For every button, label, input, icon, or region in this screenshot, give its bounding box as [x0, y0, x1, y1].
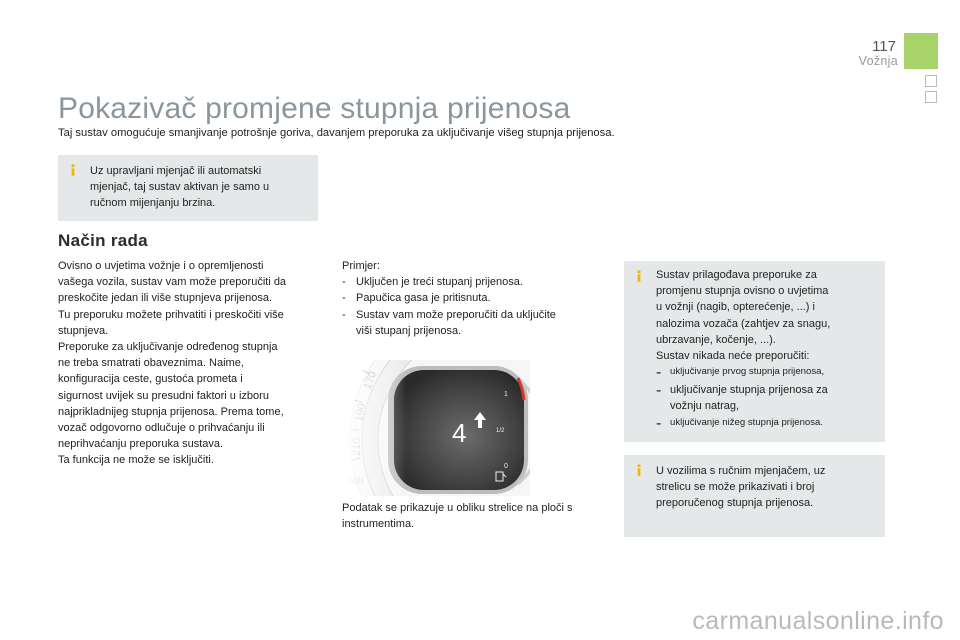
- body-line: vozač odgovorno odlučuje o prihvaćanju ili: [58, 422, 265, 435]
- bullet-item: [342, 307, 604, 339]
- bullet-text: uključivanje prvog stupnja prijenosa,: [670, 366, 825, 378]
- info-line: mjenjač, taj sustav aktivan je samo u: [90, 181, 270, 194]
- body-column-2: [342, 258, 604, 339]
- bullet-dash: -: [342, 292, 346, 305]
- body-line: Ta funkcija ne može se isključiti.: [58, 454, 214, 467]
- body-line: sigurnost uvijek su presudni faktori u izboru: [58, 389, 269, 402]
- body-line: konfiguracija ceste, gustoća prometa i: [58, 373, 243, 386]
- info-box-manual-gearbox: [624, 455, 885, 537]
- caption-line: instrumentima.: [342, 518, 415, 531]
- section-tab-box: [925, 75, 937, 87]
- bullet-text: Papučica gasa je pritisnuta.: [356, 292, 491, 305]
- body-line: preskočite jedan ili više stupnjeva prijenosa.: [58, 292, 273, 305]
- bullet-dash: -: [656, 382, 662, 400]
- intro-text: Taj sustav omogućuje smanjivanje potrošnje goriva, davanjem preporuka za uključivanje višeg stupnja prijenosa.: [58, 127, 615, 139]
- bullet-dash: -: [656, 414, 662, 432]
- info-line: Sustav prilagođava preporuke za: [656, 269, 817, 281]
- bullet-item: [342, 274, 604, 290]
- info-line: ubrzavanje, kočenje, ...).: [656, 333, 776, 346]
- page-number: 117: [872, 38, 896, 55]
- example-label: Primjer:: [342, 260, 380, 272]
- section-tab-box: [925, 91, 937, 103]
- bullet-item: [656, 382, 878, 414]
- illustration-caption: [342, 500, 604, 532]
- info-line: Sustav nikada neće preporučiti:: [656, 350, 810, 363]
- bullet-text: uključivanje nižeg stupnja prijenosa.: [670, 416, 824, 428]
- body-line: Preporuke za uključivanje određenog stupnja: [58, 341, 278, 354]
- info-line: ručnom mijenjanju brzina.: [90, 197, 216, 210]
- bullet-text: viši stupanj prijenosa.: [356, 324, 462, 337]
- info-icon: [67, 164, 79, 176]
- bullet-item: [656, 415, 878, 433]
- bullet-dash: -: [342, 276, 346, 289]
- bullet-text: vožnju natrag,: [670, 400, 740, 413]
- body-line: Tu preporuku možete prihvatiti i preskočiti više: [58, 308, 284, 321]
- bullet-text: Uključen je treći stupanj prijenosa.: [356, 276, 523, 289]
- section-heading: Način rada: [58, 231, 148, 250]
- bullet-dash: -: [342, 308, 346, 321]
- info-icon: [633, 270, 645, 282]
- info-box-manual-mode: [58, 155, 318, 221]
- info-box-adaptation: [624, 261, 885, 442]
- body-column-1: [58, 258, 320, 469]
- body-line: stupnjeva.: [58, 324, 109, 337]
- body-line: ne treba smatrati obaveznima. Naime,: [58, 357, 244, 370]
- watermark: carmanualsonline.info: [692, 607, 944, 635]
- info-line: U vozilima s ručnim mjenjačem, uz: [656, 465, 826, 477]
- bullet-dash: -: [656, 364, 662, 382]
- bullet-item: [656, 364, 878, 382]
- page-title: Pokazivač promjene stupnja prijenosa: [58, 92, 571, 125]
- section-name: Vožnja: [858, 54, 898, 68]
- caption-line: Podatak se prikazuje u obliku strelice na ploči s: [342, 502, 573, 514]
- bullet-item: [342, 290, 604, 306]
- info-line: u vožnji (nagib, opterećenje, ...) i: [656, 301, 815, 314]
- bullet-text: uključivanje stupnja prijenosa za: [670, 384, 828, 397]
- body-line: neprihvaćanju preporuka sustava.: [58, 438, 224, 451]
- bullet-text: Sustav vam može preporučiti da uključite: [356, 308, 556, 321]
- body-line: najprikladnijeg stupnja prijenosa. Prema tome,: [58, 405, 284, 418]
- info-line: strelicu se može prikazivati i broj: [656, 481, 815, 494]
- instrument-cluster-illustration: [340, 360, 530, 496]
- info-line: nalozima vozača (zahtjev za snagu,: [656, 317, 831, 330]
- info-line: Uz upravljani mjenjač ili automatski: [90, 165, 262, 177]
- info-line: promjenu stupnja ovisno o uvjetima: [656, 285, 829, 298]
- info-line: preporučenog stupnja prijenosa.: [656, 497, 814, 510]
- info-icon: [633, 464, 645, 476]
- body-line: vašega vozila, sustav vam može preporučiti da: [58, 276, 287, 289]
- body-line: Ovisno o uvjetima vožnje i o opremljenosti: [58, 260, 264, 272]
- section-tab-active: [904, 33, 938, 69]
